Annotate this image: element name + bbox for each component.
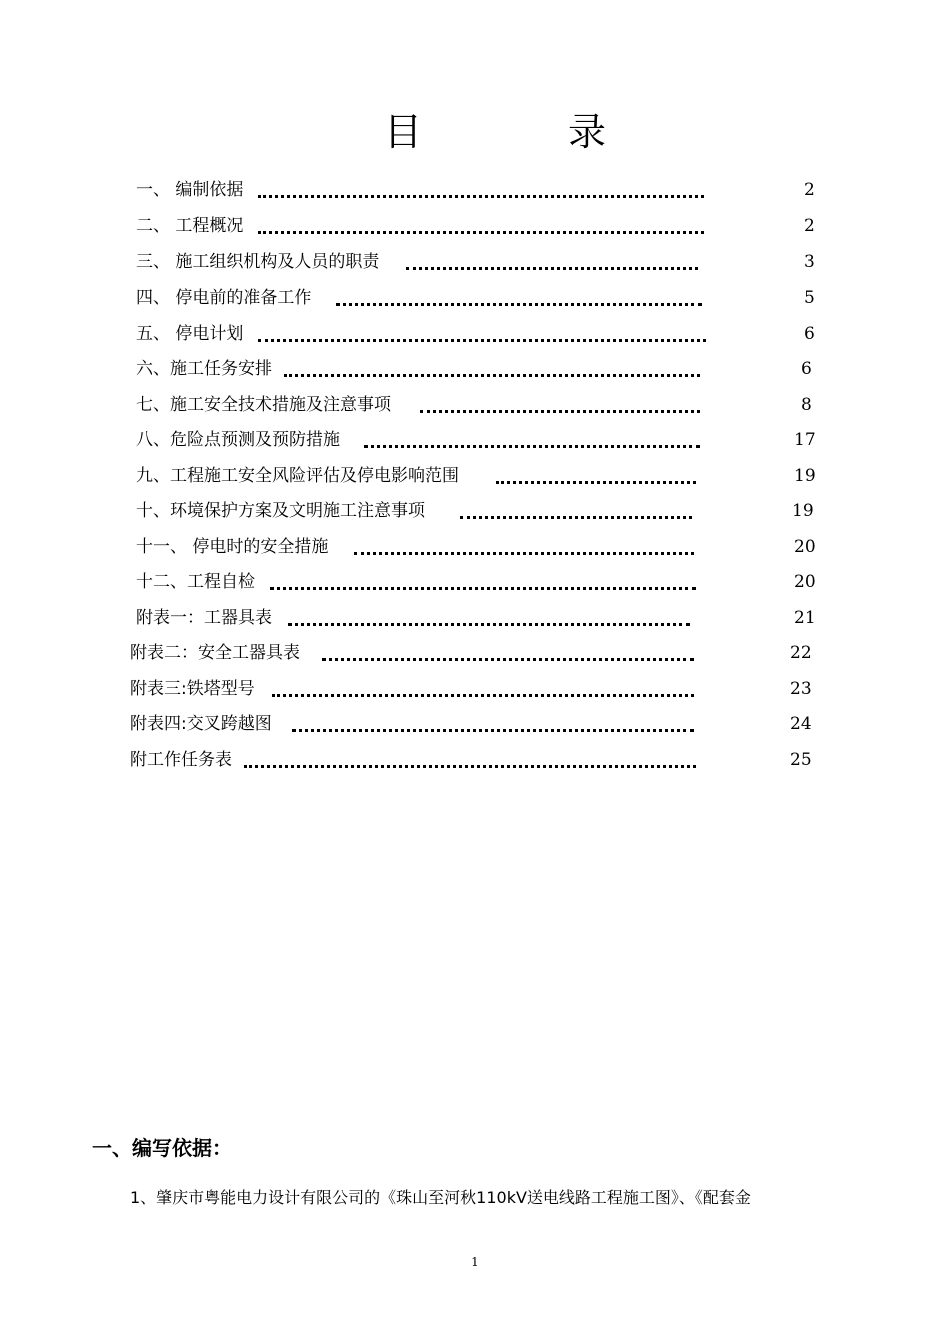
toc-dot-leader: [272, 694, 694, 697]
toc-entry-label: 附表一：工器具表: [136, 608, 272, 628]
toc-entry-10[interactable]: [136, 499, 826, 527]
body-paragraph: 1、肇庆市粤能电力设计有限公司的《珠山至河秋110kV送电线路工程施工图》、《配套金: [130, 1188, 751, 1207]
toc-dot-leader: [258, 339, 706, 342]
toc-entry-label: 附表四:交叉跨越图: [130, 714, 272, 734]
page-number: 1: [471, 1255, 479, 1269]
toc-entry-label: 附表二：安全工器具表: [130, 643, 300, 663]
toc-entry-page: 19: [794, 466, 816, 486]
toc-title-char-2: 录: [568, 110, 607, 154]
toc-dot-leader: [406, 267, 698, 270]
toc-dot-leader: [354, 552, 694, 555]
toc-entry-label: 二、 工程概况: [136, 216, 244, 236]
toc-entry-13[interactable]: [136, 606, 826, 634]
toc-entry-page: 6: [801, 359, 812, 379]
toc-dot-leader: [496, 481, 696, 484]
toc-entry-17[interactable]: [130, 748, 826, 776]
toc-entry-label: 一、 编制依据: [136, 180, 244, 200]
toc-dot-leader: [258, 231, 704, 234]
toc-dot-leader: [270, 587, 696, 590]
toc-dot-leader: [322, 658, 694, 661]
toc-dot-leader: [244, 765, 696, 768]
toc-entry-page: 21: [794, 608, 816, 628]
toc-entry-label: 八、危险点预测及预防措施: [136, 430, 340, 450]
toc-dot-leader: [284, 374, 700, 377]
toc-entry-page: 6: [804, 324, 815, 344]
toc-entry-5[interactable]: [136, 322, 826, 350]
toc-entry-8[interactable]: [136, 428, 826, 456]
toc-dot-leader: [336, 303, 702, 306]
toc-entry-page: 25: [790, 750, 812, 770]
toc-entry-label: 六、施工任务安排: [136, 359, 272, 379]
toc-entry-label: 九、工程施工安全风险评估及停电影响范围: [136, 466, 459, 486]
toc-dot-leader: [420, 410, 700, 413]
toc-entry-1[interactable]: [136, 178, 826, 206]
toc-title-char-1: 目: [384, 110, 423, 154]
toc-entry-page: 8: [801, 395, 812, 415]
toc-entry-label: 十一、 停电时的安全措施: [136, 537, 329, 557]
toc-entry-label: 七、施工安全技术措施及注意事项: [136, 395, 391, 415]
section-heading: 一、编写依据：: [92, 1136, 232, 1160]
toc-entry-11[interactable]: [136, 535, 826, 563]
toc-entry-14[interactable]: [130, 641, 826, 669]
toc-entry-page: 2: [804, 180, 815, 200]
toc-entry-12[interactable]: [136, 570, 826, 598]
toc-entry-7[interactable]: [136, 393, 826, 421]
toc-entry-page: 22: [790, 643, 812, 663]
toc-entry-label: 四、 停电前的准备工作: [136, 288, 312, 308]
toc-dot-leader: [258, 195, 704, 198]
toc-entry-15[interactable]: [130, 677, 826, 705]
toc-entry-page: 5: [804, 288, 815, 308]
toc-entry-page: 3: [804, 252, 815, 272]
toc-dot-leader: [364, 445, 700, 448]
toc-entry-16[interactable]: [130, 712, 826, 740]
toc-entry-page: 20: [794, 537, 816, 557]
toc-entry-page: 23: [790, 679, 812, 699]
toc-entry-page: 20: [794, 572, 816, 592]
toc-entry-9[interactable]: [136, 464, 826, 492]
toc-entry-page: 2: [804, 216, 815, 236]
toc-entry-label: 十二、工程自检: [136, 572, 255, 592]
toc-entry-2[interactable]: [136, 214, 826, 242]
toc-title: [384, 104, 614, 160]
toc-entry-label: 五、 停电计划: [136, 324, 244, 344]
toc-entry-label: 附表三:铁塔型号: [130, 679, 255, 699]
toc-dot-leader: [292, 729, 694, 732]
toc-entry-3[interactable]: [136, 250, 826, 278]
toc-entry-4[interactable]: [136, 286, 826, 314]
toc-entry-page: 17: [794, 430, 816, 450]
toc-dot-leader: [288, 623, 690, 626]
toc-entry-6[interactable]: [136, 357, 826, 385]
toc-entry-label: 附工作任务表: [130, 750, 232, 770]
toc-entry-label: 三、 施工组织机构及人员的职责: [136, 252, 380, 272]
toc-dot-leader: [460, 516, 692, 519]
toc-entry-label: 十、环境保护方案及文明施工注意事项: [136, 501, 425, 521]
toc-entry-page: 19: [792, 501, 814, 521]
toc-entry-page: 24: [790, 714, 812, 734]
